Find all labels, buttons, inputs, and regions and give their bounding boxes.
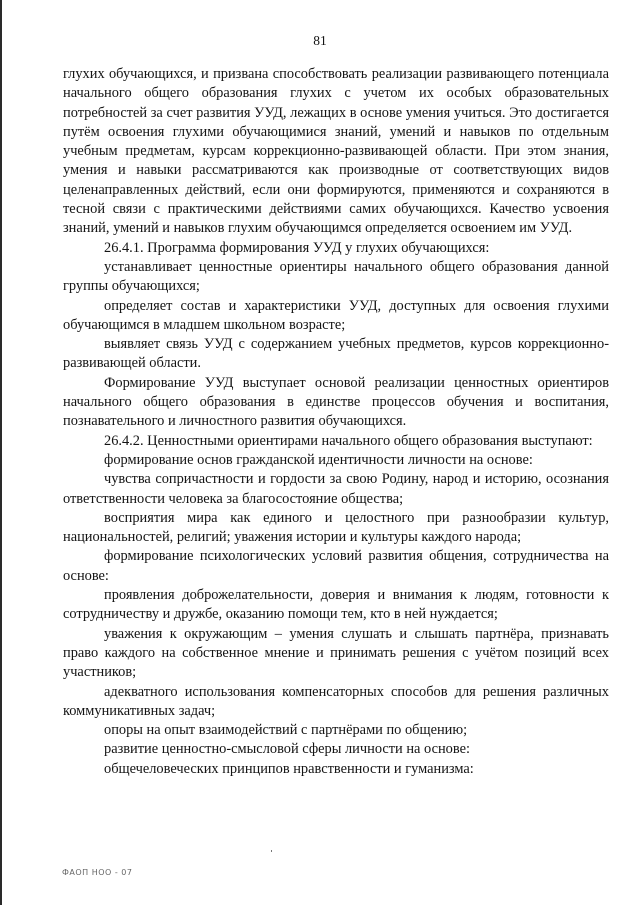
- list-item: проявления доброжелательности, доверия и внимания к людям, готовности к сотрудничеству и дружбе, оказанию помощи тем, кто в ней нуждается;: [63, 587, 609, 623]
- list-item: определяет состав и характеристики УУД, доступных для освоения глухими обучающимся в младшем школьном возрасте;: [63, 297, 609, 333]
- list-item: выявляет связь УУД с содержанием учебных предметов, курсов коррекционно-развивающей области.: [63, 336, 609, 372]
- document-body: [63, 65, 609, 779]
- list-item: опоры на опыт взаимодействий с партнёрами по общению;: [104, 722, 468, 739]
- list-item: адекватного использования компенсаторных способов для решения различных коммуникативных задач;: [63, 683, 609, 719]
- list-item: формирование основ гражданской идентичности личности на основе:: [104, 451, 533, 468]
- list-item: чувства сопричастности и гордости за свою Родину, народ и историю, осознания ответственности человека за благосостояние общества;: [63, 471, 609, 507]
- list-item: уважения к окружающим – умения слушать и слышать партнёра, признавать право каждого на собственное мнение и принимать решения с учётом позиций всех участников;: [63, 625, 609, 681]
- page-number: 81: [313, 33, 327, 48]
- footer-stamp: ФАОП НОО - 07: [62, 868, 133, 877]
- scan-speck: [271, 850, 272, 852]
- list-item: развитие ценностно-смысловой сферы личности на основе:: [104, 741, 470, 758]
- list-item: общечеловеческих принципов нравственности и гуманизма:: [104, 760, 474, 777]
- section-heading-26-4-2: 26.4.2. Ценностными ориентирами начального общего образования выступают:: [104, 432, 593, 449]
- paragraph-continuation: глухих обучающихся, и призвана способствовать реализации развивающего потенциала начального общего образования глухих с учетом их особых образовательных потребностей за счет развития УУД, лежащих в основе умения учиться. Это достигается путём освоения глухими обучающимися знаний, умений и навыков по отдельным учебным предметам, курсам коррекционно-развивающей области. При этом знания, умения и навыки рассматриваются как производные от соответствующих видов целенаправленных действий, если они формируются, применяются и сохраняются в тесной связи с практическими действиями самих обучающихся. Качество усвоения знаний, умений и навыков глухим обучающимся определяется освоением им УУД.: [63, 66, 609, 237]
- list-item: формирование психологических условий развития общения, сотрудничества на основе:: [63, 548, 609, 584]
- list-item: устанавливает ценностные ориентиры начального общего образования данной группы обучающихся;: [63, 258, 609, 295]
- list-item: восприятия мира как единого и целостного при разнообразии культур, национальностей, религий; уважения истории и культуры каждого народа;: [63, 509, 609, 546]
- section-heading-26-4-1: 26.4.1. Программа формирования УУД у глухих обучающихся:: [104, 239, 490, 256]
- paragraph: Формирование УУД выступает основой реализации ценностных ориентиров начального общего образования в единстве процессов обучения и воспитания, познавательного и личностного развития обучающихся.: [63, 374, 609, 430]
